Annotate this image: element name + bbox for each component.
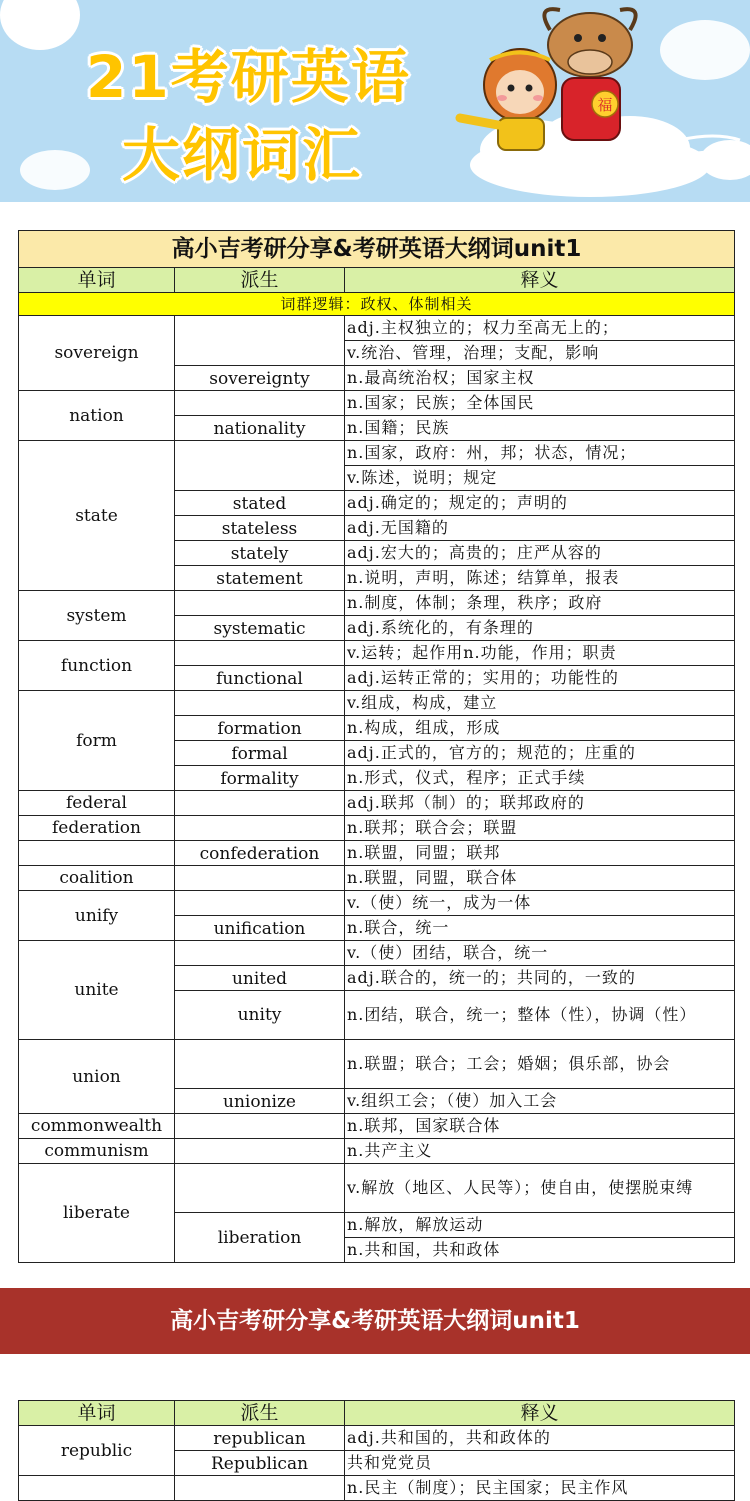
derivative-cell — [175, 691, 345, 716]
derivative-cell: liberation — [175, 1213, 345, 1263]
derivative-cell: formation — [175, 716, 345, 741]
definition-cell: n.共和国，共和政体 — [345, 1238, 735, 1263]
derivative-cell — [175, 1139, 345, 1164]
definition-cell: adj.正式的，官方的；规范的；庄重的 — [345, 741, 735, 766]
header-derivative: 派生 — [175, 268, 345, 293]
derivative-cell: stately — [175, 541, 345, 566]
word-cell: unify — [19, 891, 175, 941]
word-cell: unite — [19, 941, 175, 1040]
definition-cell: n.民主（制度）；民主国家；民主作风 — [345, 1476, 735, 1501]
definition-cell: adj.宏大的；高贵的；庄严从容的 — [345, 541, 735, 566]
header-word: 单词 — [19, 1401, 175, 1426]
definition-cell: v.（使）统一，成为一体 — [345, 891, 735, 916]
definition-cell: n.国籍；民族 — [345, 416, 735, 441]
definition-cell: adj.运转正常的；实用的；功能性的 — [345, 666, 735, 691]
definition-cell: v.运转；起作用n.功能，作用；职责 — [345, 641, 735, 666]
word-cell: liberate — [19, 1164, 175, 1263]
derivative-cell: formality — [175, 766, 345, 791]
derivative-cell: stated — [175, 491, 345, 516]
derivative-cell: Republican — [175, 1451, 345, 1476]
definition-cell: v.组成，构成，建立 — [345, 691, 735, 716]
definition-cell: adj.无国籍的 — [345, 516, 735, 541]
definition-cell: n.最高统治权；国家主权 — [345, 366, 735, 391]
definition-cell: n.团结，联合，统一；整体（性），协调（性） — [345, 991, 735, 1040]
banner-title-line1: 21考研英语 — [86, 43, 411, 111]
header-definition: 释义 — [345, 1401, 735, 1426]
definition-cell: n.国家，政府：州，邦；状态，情况； — [345, 441, 735, 466]
derivative-cell — [175, 441, 345, 491]
definition-cell: v.统治、管理，治理；支配，影响 — [345, 341, 735, 366]
definition-cell: n.联盟，同盟，联合体 — [345, 866, 735, 891]
derivative-cell — [175, 816, 345, 841]
word-cell: commonwealth — [19, 1114, 175, 1139]
word-cell — [19, 841, 175, 866]
mascot-illustration — [440, 0, 750, 202]
definition-cell: adj.确定的；规定的；声明的 — [345, 491, 735, 516]
section-divider-band: 高小吉考研分享&考研英语大纲词unit1 — [0, 1288, 750, 1354]
fu-badge-text: 福 — [597, 96, 613, 114]
header-banner — [0, 0, 750, 202]
definition-cell: n.共产主义 — [345, 1139, 735, 1164]
definition-cell: adj.主权独立的；权力至高无上的； — [345, 316, 735, 341]
definition-cell: n.解放，解放运动 — [345, 1213, 735, 1238]
word-cell: union — [19, 1040, 175, 1114]
table-title: 高小吉考研分享&考研英语大纲词unit1 — [19, 231, 735, 268]
definition-cell: n.构成，组成，形成 — [345, 716, 735, 741]
banner-title-line2: 大纲词汇 — [122, 121, 363, 189]
derivative-cell — [175, 891, 345, 916]
header-derivative: 派生 — [175, 1401, 345, 1426]
definition-cell: v.解放（地区、人民等）；使自由，使摆脱束缚 — [345, 1164, 735, 1213]
derivative-cell: confederation — [175, 841, 345, 866]
definition-cell: adj.共和国的，共和政体的 — [345, 1426, 735, 1451]
derivative-cell — [175, 791, 345, 816]
word-cell: federation — [19, 816, 175, 841]
derivative-cell: united — [175, 966, 345, 991]
definition-cell: n.说明，声明，陈述；结算单，报表 — [345, 566, 735, 591]
derivative-cell: functional — [175, 666, 345, 691]
derivative-cell: statement — [175, 566, 345, 591]
word-cell: nation — [19, 391, 175, 441]
definition-cell: v.组织工会；（使）加入工会 — [345, 1089, 735, 1114]
vocab-table-unit1 — [18, 230, 732, 1263]
word-cell: sovereign — [19, 316, 175, 391]
derivative-cell — [175, 316, 345, 366]
derivative-cell — [175, 391, 345, 416]
definition-cell: v.（使）团结，联合，统一 — [345, 941, 735, 966]
derivative-cell: unionize — [175, 1089, 345, 1114]
derivative-cell — [175, 1114, 345, 1139]
definition-cell: n.联盟，同盟；联邦 — [345, 841, 735, 866]
derivative-cell — [175, 1164, 345, 1213]
header-definition: 释义 — [345, 268, 735, 293]
definition-cell: n.联邦；联合会；联盟 — [345, 816, 735, 841]
word-cell: communism — [19, 1139, 175, 1164]
word-cell: function — [19, 641, 175, 691]
word-cell: republic — [19, 1426, 175, 1476]
definition-cell: n.国家；民族；全体国民 — [345, 391, 735, 416]
definition-cell: 共和党党员 — [345, 1451, 735, 1476]
definition-cell: adj.联邦（制）的；联邦政府的 — [345, 791, 735, 816]
derivative-cell: formal — [175, 741, 345, 766]
cloud-decoration — [0, 0, 80, 50]
derivative-cell: systematic — [175, 616, 345, 641]
derivative-cell: unification — [175, 916, 345, 941]
derivative-cell — [175, 866, 345, 891]
cloud-decoration — [20, 150, 90, 190]
definition-cell: n.联合，统一 — [345, 916, 735, 941]
word-cell: coalition — [19, 866, 175, 891]
definition-cell: n.形式，仪式，程序；正式手续 — [345, 766, 735, 791]
derivative-cell: republican — [175, 1426, 345, 1451]
derivative-cell — [175, 1476, 345, 1501]
word-cell: system — [19, 591, 175, 641]
vocab-table-unit1-part2 — [18, 1400, 732, 1501]
definition-cell: adj.系统化的，有条理的 — [345, 616, 735, 641]
derivative-cell: sovereignty — [175, 366, 345, 391]
word-cell: state — [19, 441, 175, 591]
derivative-cell: unity — [175, 991, 345, 1040]
definition-cell: n.制度，体制；条理，秩序；政府 — [345, 591, 735, 616]
word-cell: federal — [19, 791, 175, 816]
derivative-cell — [175, 641, 345, 666]
word-cell — [19, 1476, 175, 1501]
word-cell: form — [19, 691, 175, 791]
derivative-cell: nationality — [175, 416, 345, 441]
definition-cell: n.联盟；联合；工会；婚姻；俱乐部，协会 — [345, 1040, 735, 1089]
header-word: 单词 — [19, 268, 175, 293]
definition-cell: n.联邦，国家联合体 — [345, 1114, 735, 1139]
definition-cell: v.陈述，说明；规定 — [345, 466, 735, 491]
definition-cell: adj.联合的，统一的；共同的，一致的 — [345, 966, 735, 991]
derivative-cell — [175, 941, 345, 966]
word-group-label: 词群逻辑：政权、体制相关 — [19, 293, 735, 316]
derivative-cell — [175, 1040, 345, 1089]
derivative-cell: stateless — [175, 516, 345, 541]
derivative-cell — [175, 591, 345, 616]
